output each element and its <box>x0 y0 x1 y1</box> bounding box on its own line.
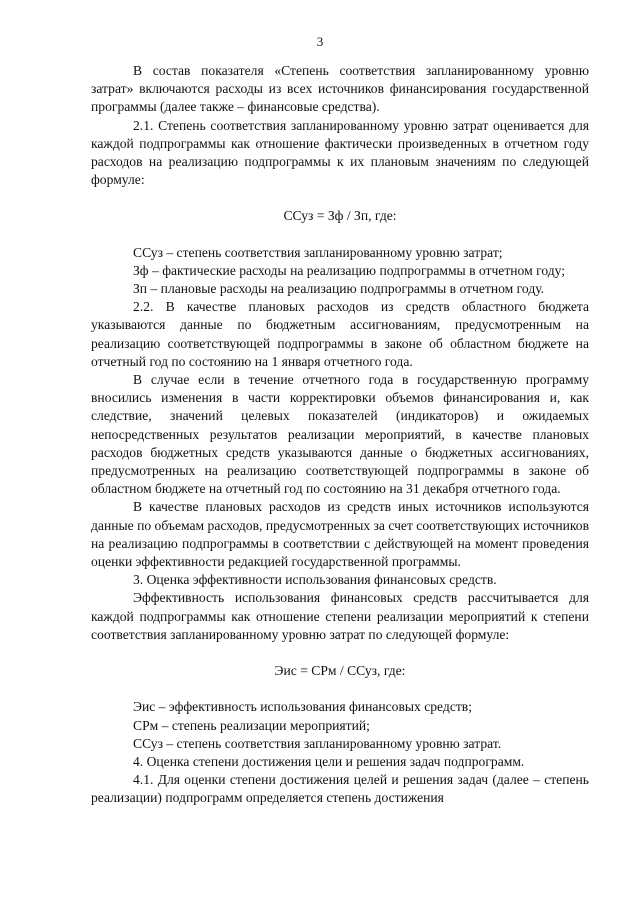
page-number: 3 <box>316 34 324 49</box>
paragraph-efficiency: Эффективность использования финансовых средств рассчитывается для каждой подпрограммы как отношение степени реализации мероприятий к степени соответствия запланированному уровню затрат по следующей формуле: <box>91 590 589 642</box>
spacer <box>91 644 589 662</box>
spacer <box>91 680 589 698</box>
paragraph-2-2: 2.2. В качестве плановых расходов из средств областного бюджета указываются данные по бюджетным ассигнованиям, предусмотренным на реализацию соответствующей подпрограммы в законе об областном бюджете на отчетный год по состоянию на 1 января отчетного года. <box>91 299 589 369</box>
heading-section-4: 4. Оценка степени достижения цели и решения задач подпрограмм. <box>133 753 525 769</box>
definition-zp: Зп – плановые расходы на реализацию подпрограммы в отчетном году. <box>133 281 545 297</box>
document-body <box>91 62 589 808</box>
definition-zf: Зф – фактические расходы на реализацию подпрограммы в отчетном году; <box>133 262 566 278</box>
paragraph-intro: В состав показателя «Степень соответствия запланированному уровню затрат» включаются расходы из всех источников финансирования государственной программы (далее также – финансовые средства). <box>91 63 589 115</box>
definition-ssuz-2: ССуз – степень соответствия запланированному уровню затрат. <box>133 735 502 751</box>
paragraph-changes: В случае если в течение отчетного года в государственную программу вносились изменения в части корректировки объемов финансирования и, как следствие, значений целевых показателей (индикаторов) и ожидаемых непосредственных результатов реализации мероприятий, в качестве плановых расходов бюджетных средств указываются данные о бюджетных ассигнованиях, предусмотренных на реализацию соответствующей подпрограммы в законе об областном бюджете на отчетный год по состоянию на 31 декабря отчетного года. <box>91 372 589 497</box>
formula-ssuz: ССуз = Зф / Зп, где: <box>283 208 397 224</box>
paragraph-4-1: 4.1. Для оценки степени достижения целей и решения задач (далее – степень реализации) подпрограмм определяется степень достижения <box>91 772 589 806</box>
paragraph-other-sources: В качестве плановых расходов из средств иных источников используются данные по объемам расходов, предусмотренных за счет соответствующих источников на реализацию подпрограммы в соответствии с действующей на момент проведения оценки эффективности редакцией государственной программы. <box>91 499 590 570</box>
heading-section-3: 3. Оценка эффективности использования финансовых средств. <box>133 572 497 588</box>
definition-srm: СРм – степень реализации мероприятий; <box>133 717 370 733</box>
definition-eis: Эис – эффективность использования финансовых средств; <box>133 699 473 715</box>
paragraph-2-1: 2.1. Степень соответствия запланированному уровню затрат оценивается для каждой подпрограммы как отношение фактически произведенных в отчетном году расходов на реализацию подпрограммы к их плановым значениям по следующей формуле: <box>91 117 589 188</box>
spacer <box>91 226 589 244</box>
definition-ssuz: ССуз – степень соответствия запланированному уровню затрат; <box>133 244 503 260</box>
spacer <box>91 189 589 207</box>
formula-eis: Эис = СРм / ССуз, где: <box>274 663 406 679</box>
